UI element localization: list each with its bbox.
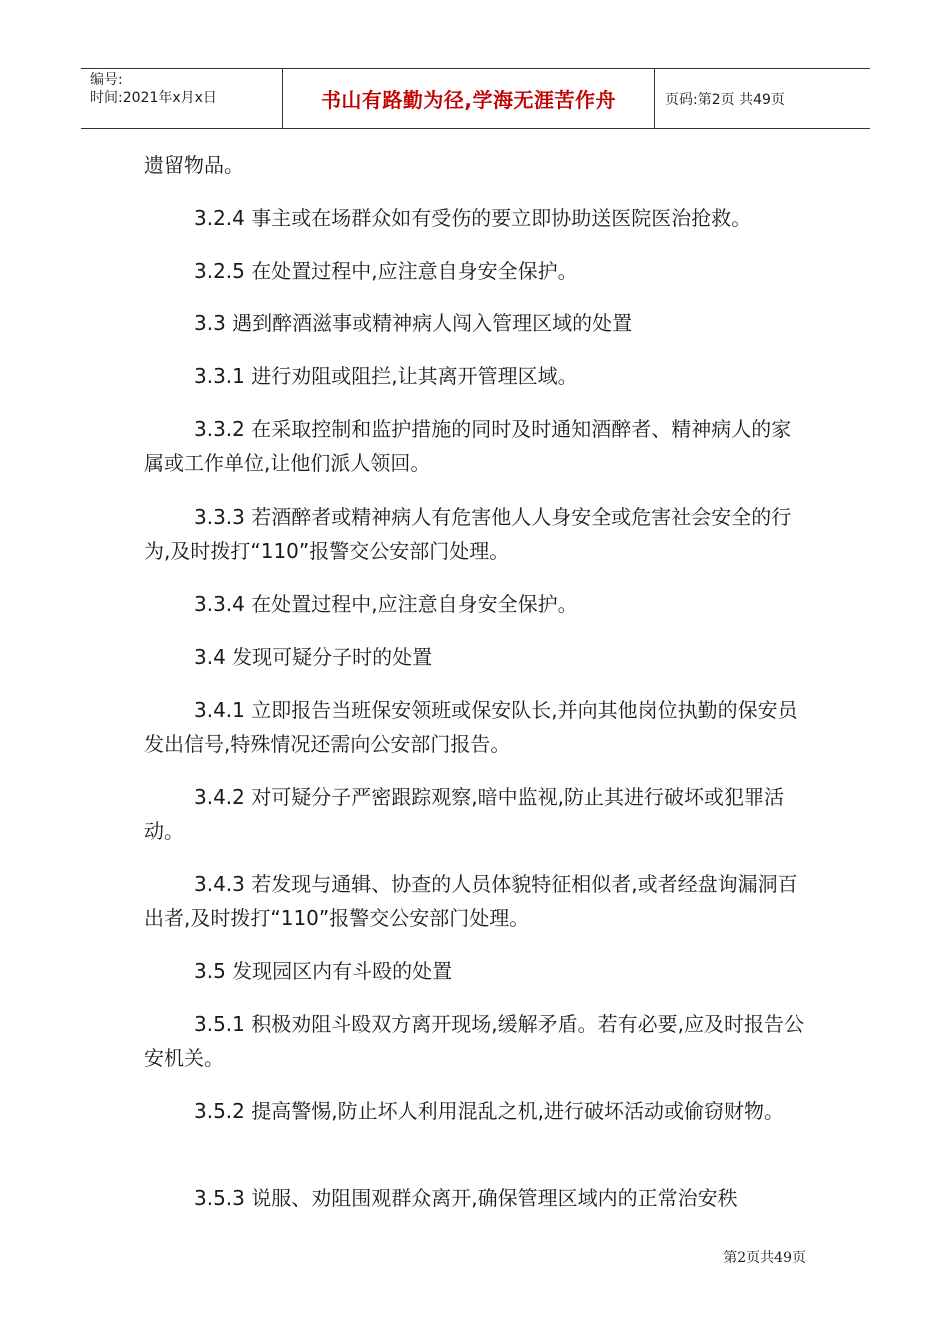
header-meta — [81, 69, 282, 128]
paragraph: 3.3.2 在采取控制和监护措施的同时及时通知酒醉者、精神病人的家属或工作单位,让他们派人领回。 — [144, 417, 792, 475]
time-label: 时间:2021年x月x日 — [90, 90, 217, 106]
page-footer: 第2页共49页 — [723, 1250, 806, 1266]
paragraph: 3.2.5 在处置过程中,应注意自身安全保护。 — [194, 259, 578, 283]
paragraph: 3.2.4 事主或在场群众如有受伤的要立即协助送医院医治抢救。 — [194, 206, 752, 230]
page-header — [81, 68, 870, 129]
paragraph: 3.5.3 说服、劝阻围观群众离开,确保管理区域内的正常治安秩 — [194, 1186, 738, 1210]
header-motto: 书山有路勤为径,学海无涯苦作舟 — [282, 69, 655, 128]
paragraph: 3.4.2 对可疑分子严密跟踪观察,暗中监视,防止其进行破坏或犯罪活动。 — [144, 785, 784, 843]
paragraph: 3.3.3 若酒醉者或精神病人有危害他人人身安全或危害社会安全的行为,及时拨打“110”报警交公安部门处理。 — [144, 505, 792, 563]
paragraph: 遗留物品。 — [144, 153, 244, 177]
paragraph: 3.5.2 提高警惕,防止坏人利用混乱之机,进行破坏活动或偷窃财物。 — [194, 1099, 784, 1123]
paragraph: 3.3.1 进行劝阻或阻拦,让其离开管理区域。 — [194, 364, 578, 388]
section-heading: 3.3 遇到醉酒滋事或精神病人闯入管理区域的处置 — [194, 311, 633, 335]
paragraph: 3.5.1 积极劝阻斗殴双方离开现场,缓解矛盾。若有必要,应及时报告公安机关。 — [144, 1012, 804, 1070]
paragraph: 3.3.4 在处置过程中,应注意自身安全保护。 — [194, 592, 578, 616]
section-heading: 3.5 发现园区内有斗殴的处置 — [194, 959, 453, 983]
section-heading: 3.4 发现可疑分子时的处置 — [194, 645, 433, 669]
number-label: 编号: — [90, 72, 123, 88]
paragraph: 3.4.1 立即报告当班保安领班或保安队长,并向其他岗位执勤的保安员发出信号,特殊情况还需向公安部门报告。 — [144, 698, 798, 756]
paragraph: 3.4.3 若发现与通辑、协查的人员体貌特征相似者,或者经盘询漏洞百出者,及时拨打“110”报警交公安部门处理。 — [144, 872, 798, 930]
header-page-info: 页码:第2页 共49页 — [665, 91, 785, 108]
